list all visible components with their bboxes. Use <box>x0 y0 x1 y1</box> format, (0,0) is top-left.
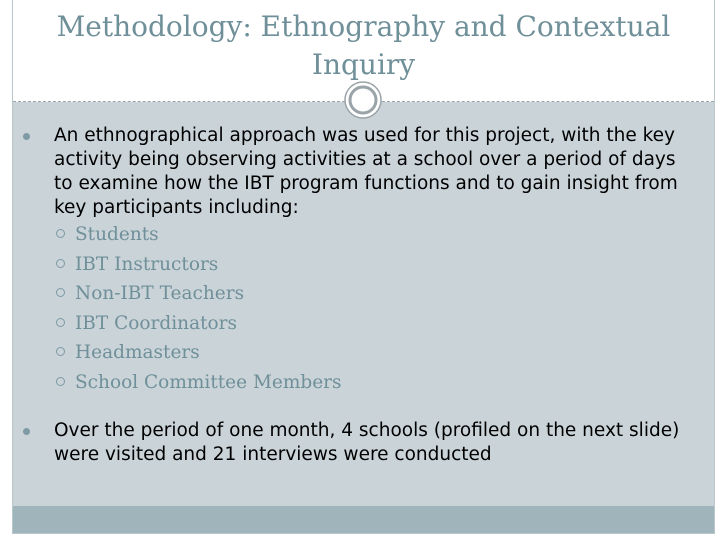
bullet-text: Over the period of one month, 4 schools (profiled on the next slide) were visited and 21 interviews were conducted <box>54 420 680 465</box>
sub-item-text: IBT Instructors <box>75 253 219 275</box>
sub-item-text: Students <box>75 224 159 245</box>
bullet-text: An ethnographical approach was used for this project, with the key activity being observing activities at a school over a period of days to examine how the IBT program functions and to gain insight from key participants including: <box>54 125 678 218</box>
sub-item-text: School Committee Members <box>75 371 342 393</box>
circle-ornament-icon <box>343 80 383 120</box>
sub-item-text: IBT Coordinators <box>75 312 238 334</box>
sub-item-text: Non-IBT Teachers <box>75 283 245 304</box>
sub-item-text: Headmasters <box>75 342 200 363</box>
slide-title: Methodology: Ethnography and Contextual Inquiry <box>56 10 671 81</box>
